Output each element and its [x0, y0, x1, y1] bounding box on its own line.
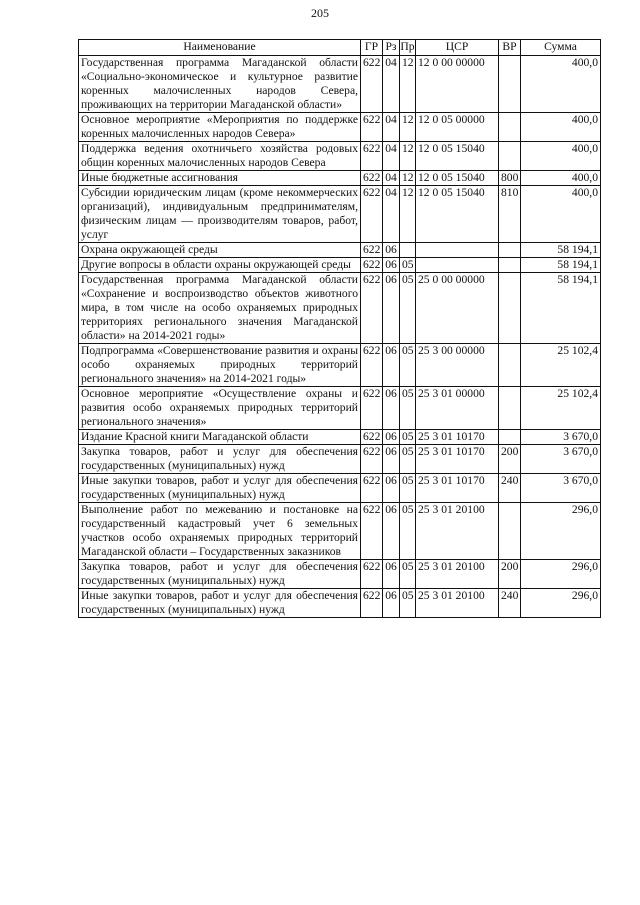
cell-gr: 622	[361, 258, 383, 273]
table-row	[79, 560, 601, 589]
cell-sum: 58 194,1	[521, 273, 601, 344]
cell-csr: 12 0 05 15040	[416, 171, 499, 186]
table-row	[79, 56, 601, 113]
cell-pr: 05	[400, 589, 416, 618]
table-row	[79, 589, 601, 618]
cell-name: Субсидии юридическим лицам (кроме некоммерческих организаций), индивидуальным предпринимателям, физическим лицам — производителям товаров, работ, услуг	[79, 186, 361, 243]
cell-csr	[416, 258, 499, 273]
cell-pr: 05	[400, 387, 416, 430]
cell-pr: 05	[400, 273, 416, 344]
cell-vr: 200	[499, 445, 521, 474]
cell-pr: 12	[400, 186, 416, 243]
cell-sum: 296,0	[521, 560, 601, 589]
cell-pr: 05	[400, 258, 416, 273]
cell-gr: 622	[361, 387, 383, 430]
cell-csr: 25 3 01 00000	[416, 387, 499, 430]
header-vr: ВР	[499, 40, 521, 56]
table-row	[79, 273, 601, 344]
cell-gr: 622	[361, 186, 383, 243]
cell-name: Иные бюджетные ассигнования	[79, 171, 361, 186]
cell-sum: 3 670,0	[521, 474, 601, 503]
cell-pr: 05	[400, 430, 416, 445]
table-row	[79, 171, 601, 186]
cell-vr	[499, 273, 521, 344]
cell-name: Выполнение работ по межеванию и постановке на государственный кадастровый учет 6 земельных участков особо охраняемых природных территорий Магаданской области – Государственных заказников	[79, 503, 361, 560]
cell-csr: 25 3 01 10170	[416, 445, 499, 474]
cell-sum: 400,0	[521, 142, 601, 171]
cell-rz: 06	[383, 430, 400, 445]
cell-sum: 3 670,0	[521, 430, 601, 445]
cell-rz: 06	[383, 503, 400, 560]
cell-vr: 200	[499, 560, 521, 589]
cell-gr: 622	[361, 142, 383, 171]
table-row	[79, 387, 601, 430]
cell-rz: 06	[383, 474, 400, 503]
cell-rz: 04	[383, 142, 400, 171]
cell-pr: 12	[400, 56, 416, 113]
cell-rz: 06	[383, 243, 400, 258]
cell-gr: 622	[361, 243, 383, 258]
cell-sum: 25 102,4	[521, 387, 601, 430]
cell-name: Издание Красной книги Магаданской области	[79, 430, 361, 445]
cell-csr	[416, 243, 499, 258]
cell-sum: 58 194,1	[521, 243, 601, 258]
table-header-row	[79, 40, 601, 56]
cell-vr: 240	[499, 474, 521, 503]
cell-rz: 06	[383, 387, 400, 430]
cell-pr: 05	[400, 474, 416, 503]
cell-csr: 25 3 00 00000	[416, 344, 499, 387]
cell-vr: 810	[499, 186, 521, 243]
header-gr: ГР	[361, 40, 383, 56]
cell-gr: 622	[361, 56, 383, 113]
cell-pr: 05	[400, 560, 416, 589]
cell-sum: 400,0	[521, 171, 601, 186]
cell-sum: 3 670,0	[521, 445, 601, 474]
cell-gr: 622	[361, 430, 383, 445]
cell-pr: 12	[400, 171, 416, 186]
table-row	[79, 503, 601, 560]
cell-csr: 25 3 01 20100	[416, 589, 499, 618]
cell-vr	[499, 430, 521, 445]
cell-vr	[499, 503, 521, 560]
cell-pr: 05	[400, 344, 416, 387]
cell-rz: 06	[383, 258, 400, 273]
cell-name: Охрана окружающей среды	[79, 243, 361, 258]
cell-sum: 400,0	[521, 56, 601, 113]
cell-csr: 12 0 05 00000	[416, 113, 499, 142]
table-row	[79, 430, 601, 445]
cell-csr: 12 0 05 15040	[416, 186, 499, 243]
cell-name: Основное мероприятие «Мероприятия по поддержке коренных малочисленных народов Севера»	[79, 113, 361, 142]
budget-table	[78, 39, 601, 618]
cell-csr: 25 3 01 10170	[416, 430, 499, 445]
cell-vr: 800	[499, 171, 521, 186]
cell-vr	[499, 243, 521, 258]
table-row	[79, 474, 601, 503]
cell-rz: 06	[383, 273, 400, 344]
cell-name: Закупка товаров, работ и услуг для обеспечения государственных (муниципальных) нужд	[79, 445, 361, 474]
cell-csr: 12 0 00 00000	[416, 56, 499, 113]
header-rz: Рз	[383, 40, 400, 56]
cell-pr: 12	[400, 142, 416, 171]
cell-sum: 296,0	[521, 589, 601, 618]
cell-vr	[499, 258, 521, 273]
cell-gr: 622	[361, 560, 383, 589]
cell-pr	[400, 243, 416, 258]
cell-vr	[499, 142, 521, 171]
cell-csr: 12 0 05 15040	[416, 142, 499, 171]
cell-gr: 622	[361, 273, 383, 344]
cell-sum: 400,0	[521, 113, 601, 142]
cell-pr: 05	[400, 445, 416, 474]
cell-gr: 622	[361, 589, 383, 618]
header-csr: ЦСР	[416, 40, 499, 56]
cell-vr	[499, 113, 521, 142]
page-number: 205	[311, 6, 329, 20]
header-pr: Пр	[400, 40, 416, 56]
cell-rz: 06	[383, 589, 400, 618]
cell-gr: 622	[361, 171, 383, 186]
cell-vr	[499, 56, 521, 113]
table-row	[79, 142, 601, 171]
cell-pr: 05	[400, 503, 416, 560]
cell-sum: 25 102,4	[521, 344, 601, 387]
cell-name: Закупка товаров, работ и услуг для обеспечения государственных (муниципальных) нужд	[79, 560, 361, 589]
cell-csr: 25 3 01 20100	[416, 503, 499, 560]
cell-name: Другие вопросы в области охраны окружающей среды	[79, 258, 361, 273]
table-row	[79, 258, 601, 273]
cell-rz: 04	[383, 56, 400, 113]
cell-rz: 04	[383, 113, 400, 142]
cell-rz: 04	[383, 171, 400, 186]
cell-gr: 622	[361, 344, 383, 387]
cell-name: Иные закупки товаров, работ и услуг для обеспечения государственных (муниципальных) нужд	[79, 589, 361, 618]
cell-csr: 25 0 00 00000	[416, 273, 499, 344]
cell-vr: 240	[499, 589, 521, 618]
table-row	[79, 344, 601, 387]
cell-name: Подпрограмма «Совершенствование развития и охраны особо охраняемых природных территорий регионального значения» на 2014-2021 годы»	[79, 344, 361, 387]
cell-sum: 296,0	[521, 503, 601, 560]
cell-name: Поддержка ведения охотничьего хозяйства родовых общин коренных малочисленных народов Севера	[79, 142, 361, 171]
cell-gr: 622	[361, 445, 383, 474]
cell-name: Государственная программа Магаданской области «Сохранение и воспроизводство объектов животного мира, в том числе на особо охраняемых природных территориях регионального значения Магаданской области» на 2014-2021 годы»	[79, 273, 361, 344]
table-row	[79, 113, 601, 142]
cell-gr: 622	[361, 113, 383, 142]
cell-name: Иные закупки товаров, работ и услуг для обеспечения государственных (муниципальных) нужд	[79, 474, 361, 503]
table-row	[79, 445, 601, 474]
table-row	[79, 186, 601, 243]
cell-csr: 25 3 01 10170	[416, 474, 499, 503]
header-sum: Сумма	[521, 40, 601, 56]
cell-csr: 25 3 01 20100	[416, 560, 499, 589]
cell-gr: 622	[361, 474, 383, 503]
cell-rz: 06	[383, 560, 400, 589]
cell-name: Основное мероприятие «Осуществление охраны и развития особо охраняемых природных территорий регионального значения»	[79, 387, 361, 430]
cell-vr	[499, 344, 521, 387]
cell-rz: 04	[383, 186, 400, 243]
cell-pr: 12	[400, 113, 416, 142]
cell-sum: 58 194,1	[521, 258, 601, 273]
cell-name: Государственная программа Магаданской области «Социально-экономическое и культурное развитие коренных малочисленных народов Севера, проживающих на территории Магаданской области»	[79, 56, 361, 113]
cell-sum: 400,0	[521, 186, 601, 243]
cell-rz: 06	[383, 344, 400, 387]
cell-vr	[499, 387, 521, 430]
header-name: Наименование	[79, 40, 361, 56]
cell-gr: 622	[361, 503, 383, 560]
cell-rz: 06	[383, 445, 400, 474]
table-row	[79, 243, 601, 258]
